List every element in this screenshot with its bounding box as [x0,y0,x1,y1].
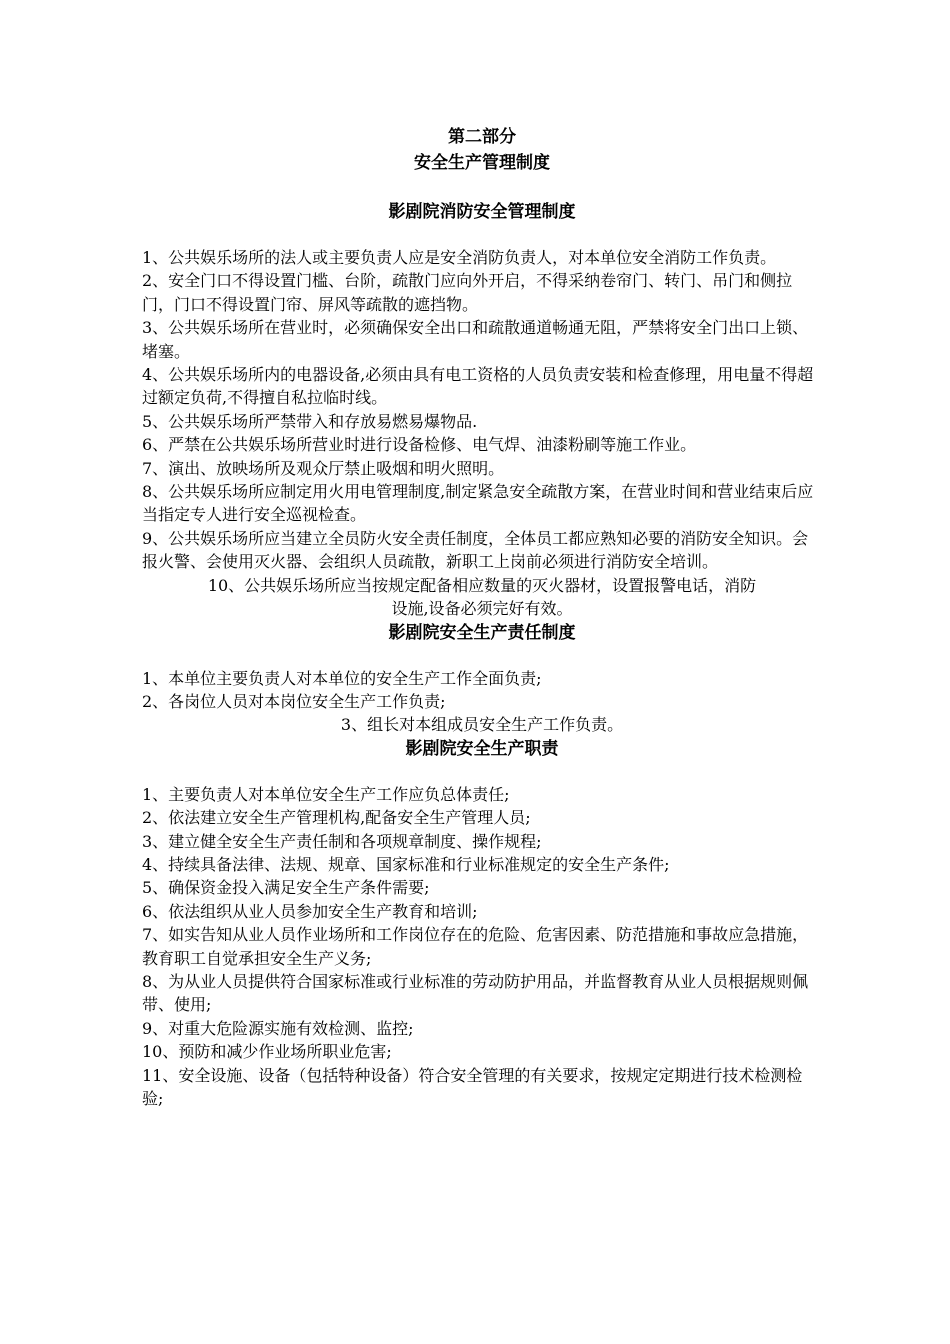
part-subtitle: 安全生产管理制度 [414,153,550,173]
list-item: 1、公共娱乐场所的法人或主要负责人应是安全消防负责人，对本单位安全消防工作负责。 [142,248,777,267]
list-item-continuation: 设施,设备必须完好有效。 [391,599,573,619]
section-title-fire-safety: 影剧院消防安全管理制度 [388,202,576,222]
list-item: 5、确保资金投入满足安全生产条件需要; [142,878,430,898]
list-item: 9、公共娱乐场所应当建立全员防火安全责任制度，全体员工都应熟知必要的消防安全知识。会报火警、会使用灭火器、会组织人员疏散，新职工上岗前必须进行消防安全培训。 [142,528,809,572]
list-item: 6、严禁在公共娱乐场所营业时进行设备检修、电气焊、油漆粉刷等施工作业。 [142,435,697,455]
list-item: 9、对重大危险源实施有效检测、监控; [142,1018,414,1038]
list-item: 4、持续具备法律、法规、规章、国家标准和行业标准规定的安全生产条件; [142,854,670,874]
section-title-responsibility-system: 影剧院安全生产责任制度 [388,622,576,643]
list-item: 8、为从业人员提供符合国家标准或行业标准的劳动防护用品，并监督教育从业人员根据规则佩带、使用; [142,971,809,1015]
list-item: 2、安全门口不得设置门槛、台阶，疏散门应向外开启，不得采纳卷帘门、转门、吊门和侧拉门，门口不得设置门帘、屏风等疏散的遮挡物。 [142,271,793,314]
list-item: 3、组长对本组成员安全生产工作负责。 [340,715,624,735]
document-content [142,124,822,1110]
section-title-duties: 影剧院安全生产职责 [405,738,559,759]
list-item: 10、预防和减少作业场所职业危害; [142,1042,392,1062]
list-item: 7、演出、放映场所及观众厅禁止吸烟和明火照明。 [142,458,505,478]
list-item: 4、公共娱乐场所内的电器设备,必须由具有电工资格的人员负责安装和检查修理，用电量不得超过额定负荷,不得擅自私拉临时线。 [142,365,814,408]
part-label: 第二部分 [448,127,516,147]
list-item: 3、公共娱乐场所在营业时，必须确保安全出口和疏散通道畅通无阻，严禁将安全门出口上锁、堵塞。 [142,318,809,361]
list-item: 3、建立健全安全生产责任制和各项规章制度、操作规程; [142,831,542,851]
list-item: 5、公共娱乐场所严禁带入和存放易燃易爆物品. [142,411,478,431]
list-item: 2、各岗位人员对本岗位安全生产工作负责; [142,691,446,711]
list-item: 8、公共娱乐场所应制定用火用电管理制度,制定紧急安全疏散方案，在营业时间和营业结束后应当指定专人进行安全巡视检查。 [142,482,814,525]
list-item: 2、依法建立安全生产管理机构,配备安全生产管理人员; [142,808,531,828]
list-item: 1、本单位主要负责人对本单位的安全生产工作全面负责; [142,668,542,688]
list-item: 10、公共娱乐场所应当按规定配备相应数量的灭火器材，设置报警电话，消防 [207,575,757,595]
list-item: 11、安全设施、设备（包括特种设备）符合安全管理的有关要求，按规定定期进行技术检测检验; [142,1065,803,1108]
list-item: 6、依法组织从业人员参加安全生产教育和培训; [142,901,478,921]
list-item: 1、主要负责人对本单位安全生产工作应负总体责任; [142,784,510,804]
list-item: 7、如实告知从业人员作业场所和工作岗位存在的危险、危害因素、防范措施和事故应急措施，教育职工自觉承担安全生产义务; [142,925,809,968]
